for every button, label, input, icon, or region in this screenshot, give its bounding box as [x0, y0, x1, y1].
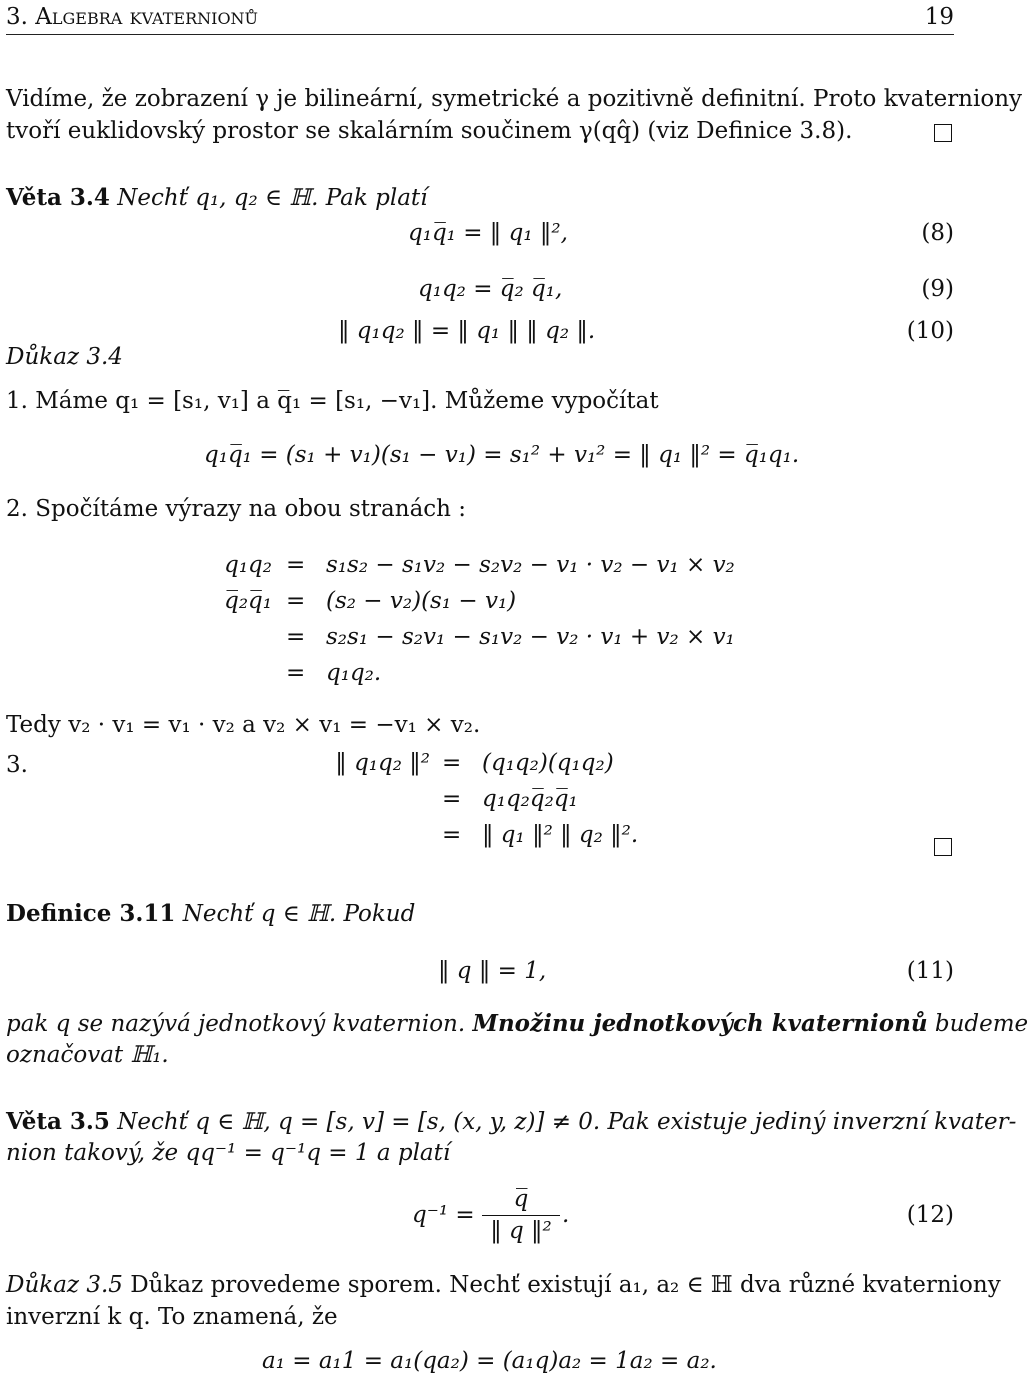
definition-text-1	[6, 1008, 1028, 1040]
theorem-3-5-text-1: Nechť q ∈ ℍ, q = [s, v] = [s, (x, y, z)] ≠ 0. Pak existuje jediný inverzní kvater-	[117, 1109, 1017, 1135]
proof-3-5-text-1: Důkaz provedeme sporem. Nechť existují a₁, a₂ ∈ ℍ dva různé kvaterniony	[130, 1272, 1001, 1298]
definition-statement: Nechť q ∈ ℍ. Pokud	[182, 901, 416, 927]
proof-step-3-number: 3.	[6, 752, 28, 778]
theorem-3-4-heading	[6, 182, 954, 214]
align3-eq-1: =	[442, 750, 462, 776]
definition-3-11-heading	[6, 898, 954, 930]
equation-number-10: (10)	[906, 318, 954, 344]
align2-rhs-4: q₁q₂.	[326, 660, 382, 686]
qed-box	[934, 124, 952, 142]
proof-label: Důkaz 3.5	[6, 1272, 123, 1298]
align3-rhs-2: q₁q₂q̅₂q̅₁	[482, 786, 578, 812]
align2-rhs-1: s₁s₂ − s₁v₂ − s₂v₂ − v₁ · v₂ − v₁ × v₂	[326, 552, 735, 578]
equation-9: q₁q₂ = q̅₂ q̅₁,	[418, 276, 563, 302]
definition-text-1a: pak q se nazývá jednotkový kvaternion.	[6, 1011, 473, 1037]
fraction-denominator: ‖ q ‖²	[482, 1215, 560, 1247]
equation-12-tail: .	[562, 1202, 570, 1228]
theorem-3-5-line-2: nion takový, že qq⁻¹ = q⁻¹q = 1 a platí	[6, 1140, 451, 1166]
qed-box	[934, 838, 952, 856]
align2-eq-3: =	[286, 624, 306, 650]
proof-3-5-line-2: inverzní k q. To znamená, že	[6, 1304, 338, 1330]
equation-number-11: (11)	[906, 958, 954, 984]
definition-text-2: označovat ℍ₁.	[6, 1042, 169, 1068]
theorem-label: Věta 3.4	[6, 184, 110, 211]
align3-eq-3: =	[442, 822, 462, 848]
tedy-line: Tedy v₂ · v₁ = v₁ · v₂ a v₂ × v₁ = −v₁ × v₂.	[6, 712, 481, 738]
section-title: 3. Algebra kvaternionů	[6, 4, 259, 30]
align3-lhs-1: ‖ q₁q₂ ‖²	[335, 750, 430, 776]
theorem-3-5-line-1	[6, 1106, 1017, 1138]
definition-emphasis: Množinu jednotkových kvaternionů	[472, 1010, 928, 1037]
align3-rhs-3: ‖ q₁ ‖² ‖ q₂ ‖².	[482, 822, 639, 848]
equation-number-12: (12)	[906, 1202, 954, 1228]
proof-3-5-equation: a₁ = a₁1 = a₁(qa₂) = (a₁q)a₂ = 1a₂ = a₂.	[262, 1348, 717, 1374]
align2-eq-1: =	[286, 552, 306, 578]
align3-rhs-1: (q₁q₂)(q₁q₂)	[482, 750, 614, 776]
equation-12-fraction	[482, 1184, 560, 1247]
equation-number-9: (9)	[921, 276, 954, 302]
equation-number-8: (8)	[921, 220, 954, 246]
align2-eq-2: =	[286, 588, 306, 614]
fraction-numerator: q̅	[513, 1186, 529, 1212]
align2-eq-4: =	[286, 660, 306, 686]
page-number: 19	[924, 4, 954, 30]
theorem-label: Věta 3.5	[6, 1108, 110, 1135]
align3-eq-2: =	[442, 786, 462, 812]
proof-step-1: 1. Máme q₁ = [s₁, v₁] a q̅₁ = [s₁, −v₁]. Můžeme vypočítat	[6, 388, 659, 414]
align2-lhs-1: q₁q₂	[224, 552, 272, 578]
align2-rhs-2: (s₂ − v₂)(s₁ − v₁)	[326, 588, 517, 614]
equation-8: q₁q̅₁ = ‖ q₁ ‖²,	[408, 220, 568, 246]
equation-11: ‖ q ‖ = 1,	[438, 958, 547, 984]
equation-12-lhs: q⁻¹ =	[412, 1202, 475, 1228]
intro-line-2: tvoří euklidovský prostor se skalárním součinem γ(qq̂) (viz Definice 3.8).	[6, 118, 853, 144]
proof-step-2: 2. Spočítáme výrazy na obou stranách :	[6, 496, 467, 522]
theorem-statement: Nechť q₁, q₂ ∈ ℍ. Pak platí	[117, 185, 428, 211]
proof-step-1-equation: q₁q̅₁ = (s₁ + v₁)(s₁ − v₁) = s₁² + v₁² = ‖ q₁ ‖² = q̅₁q₁.	[204, 442, 800, 468]
proof-3-4-label: Důkaz 3.4	[6, 344, 123, 370]
running-header	[6, 0, 954, 35]
align2-lhs-2: q̅₂q̅₁	[224, 588, 272, 614]
align2-rhs-3: s₂s₁ − s₂v₁ − s₁v₂ − v₂ · v₁ + v₂ × v₁	[326, 624, 735, 650]
equation-10: ‖ q₁q₂ ‖ = ‖ q₁ ‖ ‖ q₂ ‖.	[338, 318, 596, 344]
definition-label: Definice 3.11	[6, 900, 176, 927]
intro-line-1: Vidíme, že zobrazení γ je bilineární, symetrické a pozitivně definitní. Proto kvaterniony	[6, 86, 1023, 112]
definition-text-1c: budeme	[927, 1011, 1028, 1037]
proof-3-5-line-1	[6, 1270, 1001, 1301]
